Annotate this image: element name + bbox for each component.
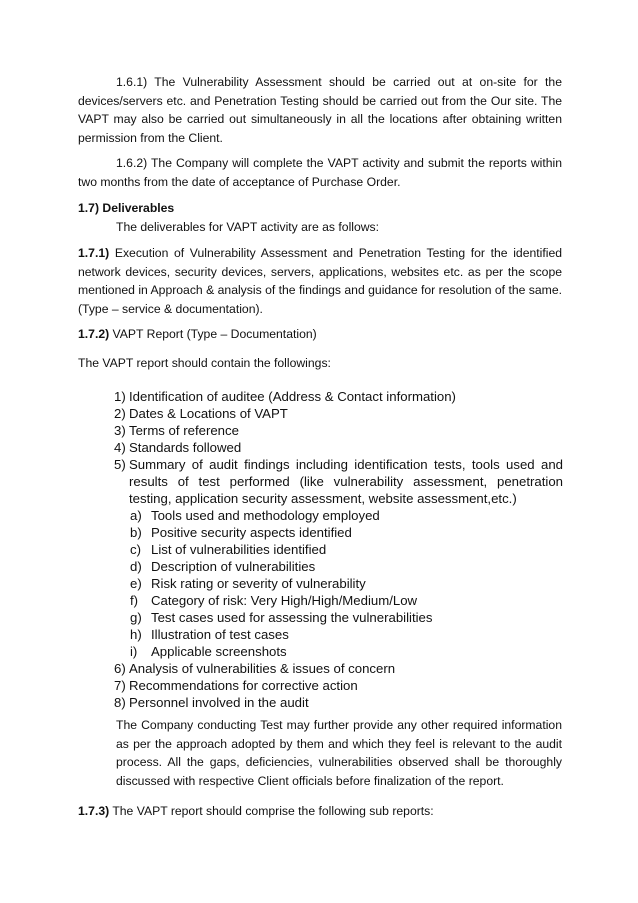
sub-list-letter: h) (130, 627, 142, 642)
list-item-text: Standards followed (129, 440, 242, 455)
list-item (93, 422, 563, 439)
paragraph-1-7-3 (78, 802, 562, 821)
deliverables-heading: 1.7) Deliverables (78, 201, 175, 215)
sub-list-item-text: Test cases used for assessing the vulnerabilities (151, 610, 433, 625)
sub-list-item (93, 541, 563, 558)
sub-list-item-text: Applicable screenshots (151, 644, 287, 659)
sub-list-letter: c) (130, 542, 141, 557)
section-text-1-7-3: The VAPT report should comprise the following sub reports: (109, 804, 434, 818)
list-number: 7) (114, 678, 126, 693)
sub-list-letter: d) (130, 559, 142, 574)
report-contents-list (93, 388, 563, 711)
list-number: 2) (114, 406, 126, 421)
sub-list-item-text: Description of vulnerabilities (151, 559, 316, 574)
section-text-1-7-1: Execution of Vulnerability Assessment and Penetration Testing for the identified network devices, security devices, servers, applications, websites etc. as per the scope mentioned in Approach & analysis of the findings and guidance for resolution of the same. (Type – service & documentation). (78, 246, 562, 316)
sub-list-item-text: List of vulnerabilities identified (151, 542, 327, 557)
deliverables-section (78, 199, 562, 236)
sub-list-letter: i) (130, 644, 138, 659)
list-item-text: Dates & Locations of VAPT (129, 406, 288, 421)
list-number: 5) (114, 457, 126, 472)
sub-list-item (93, 592, 563, 609)
deliverables-intro: The deliverables for VAPT activity are as follows: (116, 219, 380, 234)
paragraph-1-6-1: 1.6.1) The Vulnerability Assessment should be carried out at on-site for the devices/servers etc. and Penetration Testing should be carried out from the Our site. The VAPT may also be carried out simultaneously in all the locations after obtaining written permission from the Client. (78, 75, 562, 145)
paragraph-1-7-1 (78, 244, 562, 318)
sub-list-item (93, 609, 563, 626)
sub-list-letter: e) (130, 576, 142, 591)
sub-list-item-text: Illustration of test cases (151, 627, 289, 642)
list-number: 4) (114, 440, 126, 455)
sub-list-item (93, 524, 563, 541)
list-item-text: Identification of auditee (Address & Contact information) (129, 389, 456, 404)
list-number: 1) (114, 389, 126, 404)
list-item (93, 456, 563, 507)
sub-list-item (93, 558, 563, 575)
list-item-text: Summary of audit findings including identification tests, tools used and results of test performed (like vulnerability assessment, penetration testing, application security assessment, website assessment,etc.) (129, 457, 563, 506)
paragraph-1-7-2 (78, 325, 562, 344)
list-item (93, 660, 563, 677)
sub-list-item-text: Risk rating or severity of vulnerability (151, 576, 366, 591)
sub-list-letter: g) (130, 610, 142, 625)
list-item-text: Terms of reference (129, 423, 239, 438)
sub-list-item (93, 575, 563, 592)
company-note: The Company conducting Test may further provide any other required information as per the approach adopted by them and which they feel is relevant to the audit process. All the gaps, deficiencies, vulnerabilities observed shall be thoroughly discussed with respective Client officials before finalization of the report. (116, 718, 562, 788)
list-item (93, 388, 563, 405)
list-item (93, 439, 563, 456)
sub-list-item-text: Positive security aspects identified (151, 525, 352, 540)
sub-list-item-text: Tools used and methodology employed (151, 508, 380, 523)
list-item-text: Personnel involved in the audit (129, 695, 309, 710)
sub-list-letter: b) (130, 525, 142, 540)
list-item (93, 694, 563, 711)
paragraph-1-6-2: 1.6.2) The Company will complete the VAPT activity and submit the reports within two months from the date of acceptance of Purchase Order. (78, 156, 562, 189)
list-number: 3) (114, 423, 126, 438)
section-label-1-7-2: 1.7.2) (78, 327, 110, 341)
list-item (93, 405, 563, 422)
sub-list-letter: f) (130, 593, 139, 608)
list-number: 6) (114, 661, 126, 676)
list-number: 8) (114, 695, 126, 710)
section-label-1-7-1: 1.7.1) (78, 246, 110, 260)
section-label-1-7-3: 1.7.3) (78, 804, 110, 818)
sub-list-letter: a) (130, 508, 142, 523)
report-intro: The VAPT report should contain the followings: (78, 356, 331, 370)
section-text-1-7-2: VAPT Report (Type – Documentation) (109, 327, 317, 341)
list-item (93, 677, 563, 694)
sub-list-item (93, 507, 563, 524)
list-item-text: Recommendations for corrective action (129, 678, 358, 693)
sub-list-item (93, 626, 563, 643)
sub-list-item (93, 643, 563, 660)
sub-list-item-text: Category of risk: Very High/High/Medium/Low (151, 593, 418, 608)
list-item-text: Analysis of vulnerabilities & issues of concern (129, 661, 396, 676)
